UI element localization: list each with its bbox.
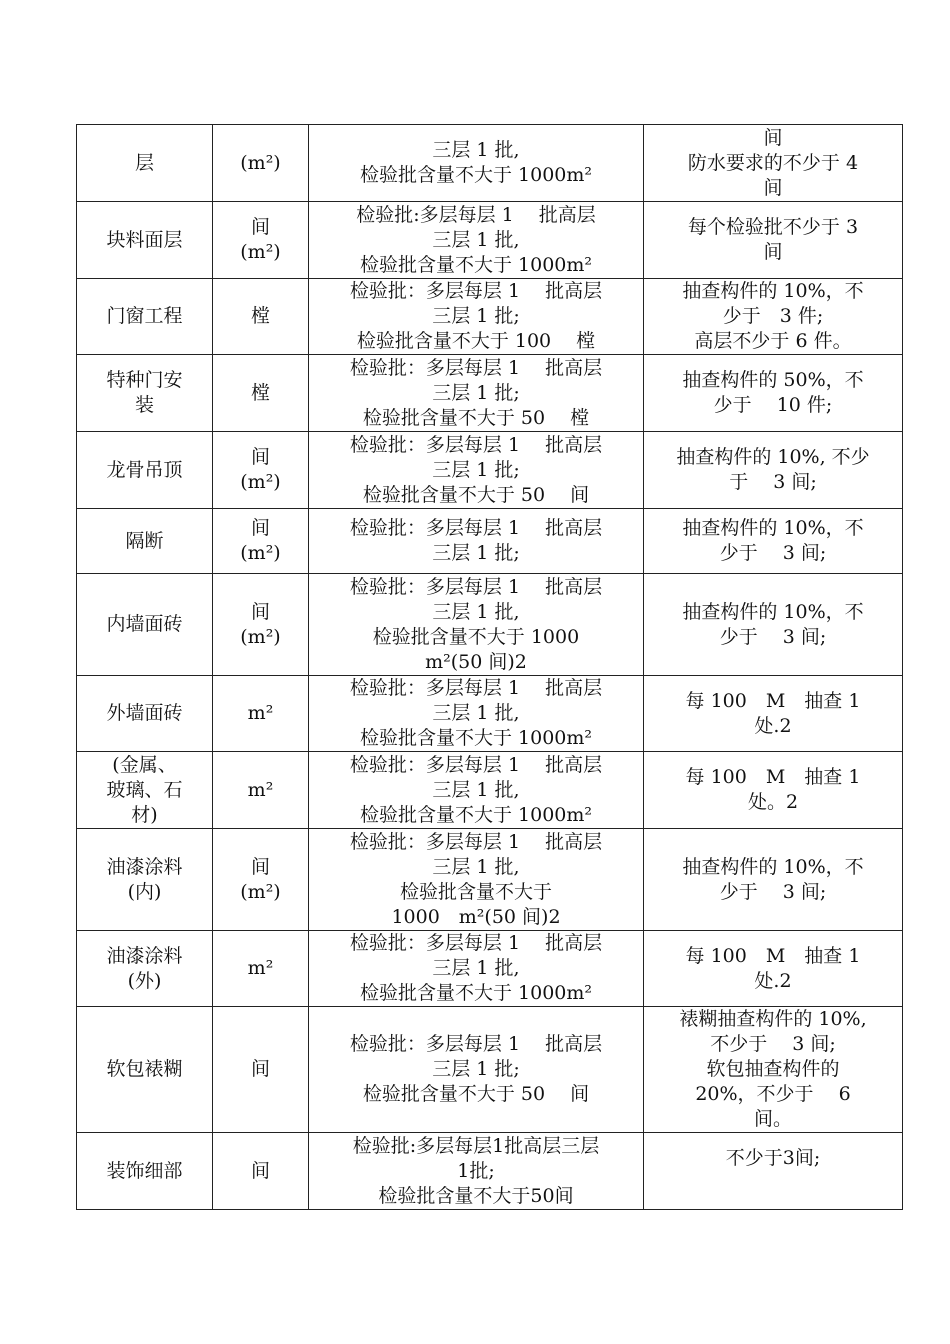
batch-cell: 检验批：多层每层 1 批高层 三层 1 批, 检验批含量不大于 1000m²: [309, 752, 644, 829]
batch-cell: 检验批：多层每层 1 批高层 三层 1 批; 检验批含量不大于 50 间: [309, 432, 644, 509]
batch-cell: 三层 1 批, 检验批含量不大于 1000m²: [309, 125, 644, 202]
item-cell: 软包裱糊: [77, 1007, 213, 1133]
sample-cell: 每 100 M 抽查 1 处.2: [644, 931, 903, 1007]
sample-cell: 不少于3间;: [644, 1133, 903, 1210]
sample-cell: 裱糊抽查构件的 10%, 不少于 3 间; 软包抽查构件的 20%，不少于 6 间。: [644, 1007, 903, 1133]
item-cell: 龙骨吊顶: [77, 432, 213, 509]
table-row: [77, 202, 903, 279]
batch-cell: 检验批:多层每层 1 批高层 三层 1 批, 检验批含量不大于 1000m²: [309, 202, 644, 279]
batch-cell: 检验批：多层每层 1 批高层 三层 1 批, 检验批含量不大于 1000m²: [309, 676, 644, 752]
item-cell: 块料面层: [77, 202, 213, 279]
table-row: [77, 509, 903, 574]
table-row: [77, 752, 903, 829]
sample-cell: 每个检验批不少于 3 间: [644, 202, 903, 279]
unit-cell: 间 (m²): [213, 509, 309, 574]
table-row: [77, 355, 903, 432]
sample-cell: 抽查构件的 10%, 不少 于 3 间;: [644, 432, 903, 509]
unit-cell: 间 (m²): [213, 202, 309, 279]
sample-cell: 抽查构件的 10%，不 少于 3 件; 高层不少于 6 件。: [644, 279, 903, 355]
batch-cell: 检验批：多层每层 1 批高层 三层 1 批;: [309, 509, 644, 574]
batch-cell: 检验批:多层每层1批高层三层 1批; 检验批含量不大于50间: [309, 1133, 644, 1210]
sample-cell: 每 100 M 抽查 1 处.2: [644, 676, 903, 752]
table-row: [77, 829, 903, 931]
unit-cell: 樘: [213, 355, 309, 432]
item-cell: 隔断: [77, 509, 213, 574]
table-row: [77, 432, 903, 509]
table-row: [77, 1133, 903, 1210]
unit-cell: m²: [213, 931, 309, 1007]
unit-cell: m²: [213, 676, 309, 752]
sample-cell: 每 100 M 抽查 1 处。2: [644, 752, 903, 829]
table-row: [77, 279, 903, 355]
batch-cell: 检验批：多层每层 1 批高层 三层 1 批; 检验批含量不大于 50 樘: [309, 355, 644, 432]
inspection-table: [76, 124, 903, 1210]
batch-cell: 检验批：多层每层 1 批高层 三层 1 批; 检验批含量不大于 50 间: [309, 1007, 644, 1133]
item-cell: 装饰细部: [77, 1133, 213, 1210]
item-cell: 油漆涂料 (外): [77, 931, 213, 1007]
item-cell: 油漆涂料 (内): [77, 829, 213, 931]
unit-cell: 樘: [213, 279, 309, 355]
unit-cell: (m²): [213, 125, 309, 202]
table-row: [77, 125, 903, 202]
item-cell: 特种门安 装: [77, 355, 213, 432]
unit-cell: 间: [213, 1007, 309, 1133]
unit-cell: 间 (m²): [213, 829, 309, 931]
batch-cell: 检验批：多层每层 1 批高层 三层 1 批; 检验批含量不大于 100 樘: [309, 279, 644, 355]
item-cell: 外墙面砖: [77, 676, 213, 752]
batch-cell: 检验批：多层每层 1 批高层 三层 1 批, 检验批含量不大于 1000 m²(50 间)2: [309, 574, 644, 676]
sample-cell: 抽查构件的 10%，不 少于 3 间;: [644, 574, 903, 676]
sample-cell: 抽查构件的 10%，不 少于 3 间;: [644, 829, 903, 931]
batch-cell: 检验批：多层每层 1 批高层 三层 1 批, 检验批含量不大于 1000 m²(50 间)2: [309, 829, 644, 931]
item-cell: 内墙面砖: [77, 574, 213, 676]
unit-cell: 间 (m²): [213, 432, 309, 509]
sample-cell: 抽查构件的 50%，不 少于 10 件;: [644, 355, 903, 432]
table-row: [77, 931, 903, 1007]
sample-cell: 间 防水要求的不少于 4 间: [644, 125, 903, 202]
item-cell: 门窗工程: [77, 279, 213, 355]
item-cell: (金属、 玻璃、石 材): [77, 752, 213, 829]
table-row: [77, 1007, 903, 1133]
table-row: [77, 676, 903, 752]
item-cell: 层: [77, 125, 213, 202]
sample-cell: 抽查构件的 10%，不 少于 3 间;: [644, 509, 903, 574]
table-row: [77, 574, 903, 676]
batch-cell: 检验批：多层每层 1 批高层 三层 1 批, 检验批含量不大于 1000m²: [309, 931, 644, 1007]
unit-cell: 间 (m²): [213, 574, 309, 676]
unit-cell: 间: [213, 1133, 309, 1210]
unit-cell: m²: [213, 752, 309, 829]
